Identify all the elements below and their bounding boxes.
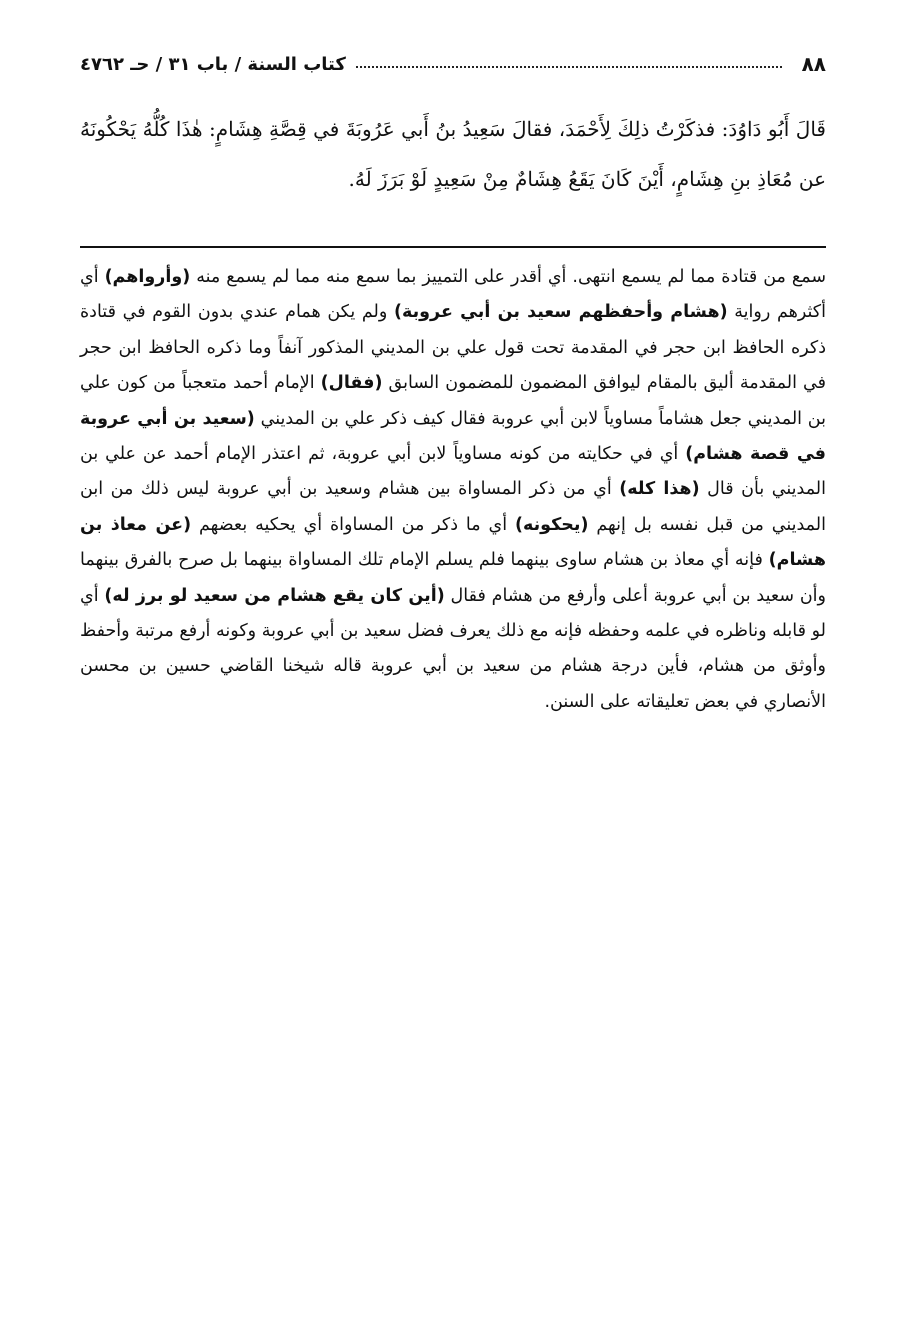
page-number: ٨٨ [801, 52, 826, 76]
commentary-segment: أي من ذكر المساواة بين هشام وسعيد بن أبي عروبة ليس ذلك من ابن المديني من قبل نفسه بل إنهم [80, 479, 826, 535]
commentary-highlight: (يحكونه) [514, 514, 589, 535]
page-header [80, 44, 826, 84]
footnote-separator [80, 246, 826, 248]
commentary-segment: أي في حكايته من كونه مساوياً لابن أبي عروبة، ثم اعتذر الإمام أحمد عن علي بن المديني بأن قال [80, 444, 827, 500]
hadith-text: قَالَ أَبُو دَاوُدَ: فذكَرْتُ ذلِكَ لِأَحْمَدَ، فقالَ سَعِيدُ بنُ أَبي عَرُوبَةَ في قِصَّةِ هِشَامٍ: هٰذَا كُلُّهُ يَحْكُونَهُ عن مُعَاذِ بنِ هِشَامٍ، أَيْنَ كَانَ يَقَعُ هِشَامٌ مِنْ سَعِيدٍ لَوْ بَرَزَ لَهُ. [80, 117, 826, 191]
commentary-segment: ولم يكن همام عندي بدون القوم في قتادة ذكره الحافظ ابن حجر في المقدمة تحت قول علي بن المديني المذكور آنفاً وما ذكره الحافظ ابن حجر في المقدمة أليق بالمقام ليوافق المضمون للمضمون السابق [80, 302, 826, 394]
commentary-highlight: (سعيد بن أبي عروبة في قصة هشام) [80, 408, 826, 465]
commentary-segment: فإنه أي معاذ بن هشام ساوى بينهما فلم يسلم الإمام تلك المساواة بينهما بل صرح بالفرق بينهما وأن سعيد بن أبي عروبة أعلى وأرفع من هشام فقال [80, 550, 826, 606]
running-title: كتاب السنة / باب ٣١ / حـ ٤٧٦٢ [80, 53, 346, 75]
commentary-segment: أي أكثرهم رواية [80, 267, 826, 323]
commentary-highlight: (أين كان يقع هشام من سعيد لو برز له) [104, 585, 445, 606]
commentary-highlight: (عن معاذ بن هشام) [80, 514, 826, 571]
commentary-segment: الإمام أحمد متعجباً من كون علي بن المديني جعل هشاماً مساوياً لابن أبي عروبة فقال كيف ذكر علي بن المديني [80, 373, 826, 429]
commentary-text [80, 260, 826, 720]
commentary-highlight: (فقال) [320, 373, 383, 394]
commentary-highlight: (هذا كله) [619, 479, 700, 500]
commentary-highlight: (هشام وأحفظهم سعيد بن أبي عروبة) [394, 302, 728, 323]
header-dotted-leader [356, 66, 782, 68]
commentary-highlight: (وأرواهم) [104, 267, 191, 287]
commentary-segment: أي ما ذكر من المساواة أي يحكيه بعضهم [191, 514, 515, 535]
commentary-segment: أي لو قابله وناظره في علمه وحفظه فإنه مع ذلك يعرف فضل سعيد بن أبي عروبة وكونه أرفع مرتبة وأحفظ وأوثق من هشام، فأين درجة هشام من سعيد بن أبي عروبة قاله شيخنا القاضي حسين بن محسن الأنصاري في بعض تعليقاته على السنن. [80, 585, 826, 712]
commentary-segment: سمع من قتادة مما لم يسمع انتهى. أي أقدر على التمييز بما سمع منه مما لم يسمع منه [190, 267, 827, 287]
